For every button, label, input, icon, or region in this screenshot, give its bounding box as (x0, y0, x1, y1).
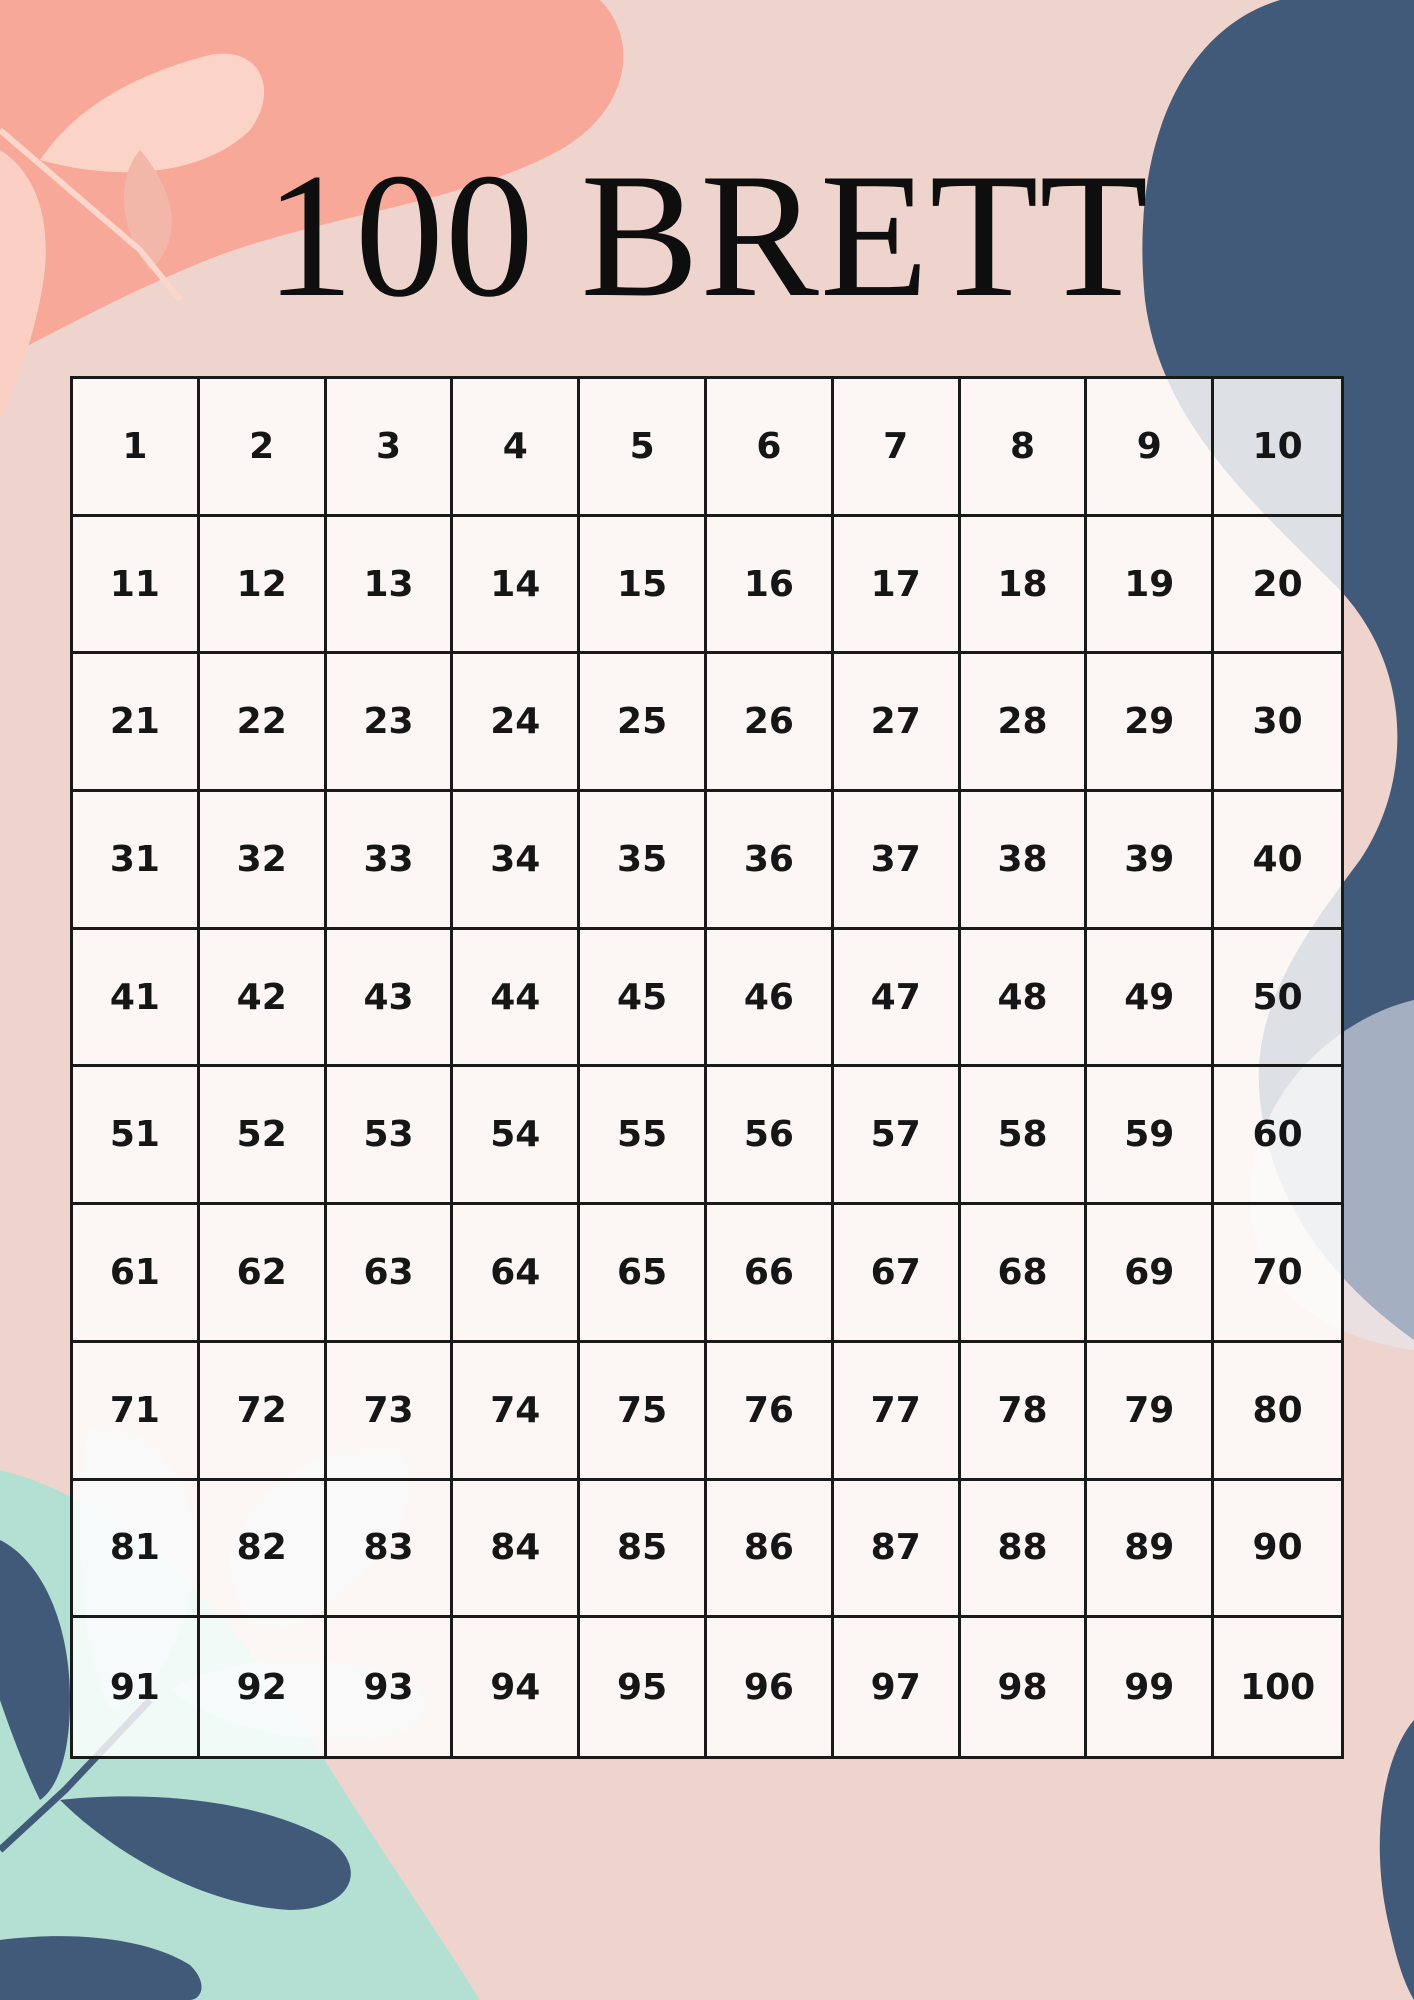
board-cell: 27 (834, 654, 961, 792)
board-cell: 93 (327, 1618, 454, 1756)
board-cell: 14 (453, 517, 580, 655)
board-cell: 98 (961, 1618, 1088, 1756)
board-cell: 44 (453, 930, 580, 1068)
board-cell: 9 (1087, 379, 1214, 517)
board-cell: 15 (580, 517, 707, 655)
board-cell: 73 (327, 1343, 454, 1481)
board-cell: 33 (327, 792, 454, 930)
board-cell: 86 (707, 1481, 834, 1619)
board-cell: 5 (580, 379, 707, 517)
board-cell: 59 (1087, 1067, 1214, 1205)
board-cell: 10 (1214, 379, 1341, 517)
board-cell: 52 (200, 1067, 327, 1205)
board-cell: 36 (707, 792, 834, 930)
board-cell: 99 (1087, 1618, 1214, 1756)
board-cell: 75 (580, 1343, 707, 1481)
board-cell: 88 (961, 1481, 1088, 1619)
board-cell: 29 (1087, 654, 1214, 792)
board-cell: 40 (1214, 792, 1341, 930)
hundred-board (70, 376, 1344, 1759)
board-cell: 22 (200, 654, 327, 792)
board-cell: 74 (453, 1343, 580, 1481)
board-cell: 54 (453, 1067, 580, 1205)
board-cell: 66 (707, 1205, 834, 1343)
board-cell: 65 (580, 1205, 707, 1343)
board-cell: 18 (961, 517, 1088, 655)
board-cell: 8 (961, 379, 1088, 517)
board-cell: 31 (73, 792, 200, 930)
board-cell: 90 (1214, 1481, 1341, 1619)
board-cell: 67 (834, 1205, 961, 1343)
board-cell: 45 (580, 930, 707, 1068)
navy-blob-bottom-right (1380, 1720, 1414, 2000)
board-cell: 100 (1240, 1666, 1316, 1708)
board-cell: 3 (327, 379, 454, 517)
board-cell: 68 (961, 1205, 1088, 1343)
board-cell: 13 (327, 517, 454, 655)
board-cell: 6 (707, 379, 834, 517)
board-cell: 79 (1087, 1343, 1214, 1481)
board-cell: 92 (200, 1618, 327, 1756)
board-cell: 63 (327, 1205, 454, 1343)
board-cell: 78 (961, 1343, 1088, 1481)
board-cell: 17 (834, 517, 961, 655)
board-cell: 1 (73, 379, 200, 517)
board-cell: 58 (961, 1067, 1088, 1205)
board-cell: 61 (73, 1205, 200, 1343)
board-cell: 20 (1214, 517, 1341, 655)
board-cell: 50 (1214, 930, 1341, 1068)
board-cell: 83 (327, 1481, 454, 1619)
board-cell: 43 (327, 930, 454, 1068)
board-cell: 24 (453, 654, 580, 792)
board-cell: 95 (580, 1618, 707, 1756)
board-cell: 34 (453, 792, 580, 930)
board-cell: 72 (200, 1343, 327, 1481)
board-cell: 97 (834, 1618, 961, 1756)
board-cell: 94 (453, 1618, 580, 1756)
board-cell: 87 (834, 1481, 961, 1619)
board-cell: 41 (73, 930, 200, 1068)
board-cell: 47 (834, 930, 961, 1068)
board-cell: 23 (327, 654, 454, 792)
board-cell: 70 (1214, 1205, 1341, 1343)
board-cell: 80 (1214, 1343, 1341, 1481)
board-cell: 19 (1087, 517, 1214, 655)
board-cell: 11 (73, 517, 200, 655)
board-cell: 21 (73, 654, 200, 792)
board-cell: 82 (200, 1481, 327, 1619)
board-cell: 46 (707, 930, 834, 1068)
board-cell: 28 (961, 654, 1088, 792)
board-cell: 84 (453, 1481, 580, 1619)
board-cell: 55 (580, 1067, 707, 1205)
board-cell: 76 (707, 1343, 834, 1481)
board-cell: 71 (73, 1343, 200, 1481)
board-cell: 38 (961, 792, 1088, 930)
board-cell: 49 (1087, 930, 1214, 1068)
board-cell: 89 (1087, 1481, 1214, 1619)
board-cell: 30 (1214, 654, 1341, 792)
board-cell: 64 (453, 1205, 580, 1343)
board-cell: 12 (200, 517, 327, 655)
board-cell: 56 (707, 1067, 834, 1205)
page-title: 100 BRETT (264, 136, 1150, 334)
board-cell: 37 (834, 792, 961, 930)
board-cell: 4 (453, 379, 580, 517)
board-cell: 42 (200, 930, 327, 1068)
board-cell: 77 (834, 1343, 961, 1481)
board-cell: 53 (327, 1067, 454, 1205)
board-cell: 85 (580, 1481, 707, 1619)
board-cell: 25 (580, 654, 707, 792)
board-cell: 60 (1214, 1067, 1341, 1205)
board-cell: 57 (834, 1067, 961, 1205)
board-cell: 7 (834, 379, 961, 517)
board-cell: 91 (73, 1618, 200, 1756)
board-cell: 16 (707, 517, 834, 655)
board-cell: 62 (200, 1205, 327, 1343)
board-cell: 96 (707, 1618, 834, 1756)
board-cell: 48 (961, 930, 1088, 1068)
board-cell: 32 (200, 792, 327, 930)
board-cell: 2 (200, 379, 327, 517)
board-cell: 51 (73, 1067, 200, 1205)
board-cell: 39 (1087, 792, 1214, 930)
board-cell: 26 (707, 654, 834, 792)
board-cell: 69 (1087, 1205, 1214, 1343)
board-cell: 81 (73, 1481, 200, 1619)
board-cell: 35 (580, 792, 707, 930)
